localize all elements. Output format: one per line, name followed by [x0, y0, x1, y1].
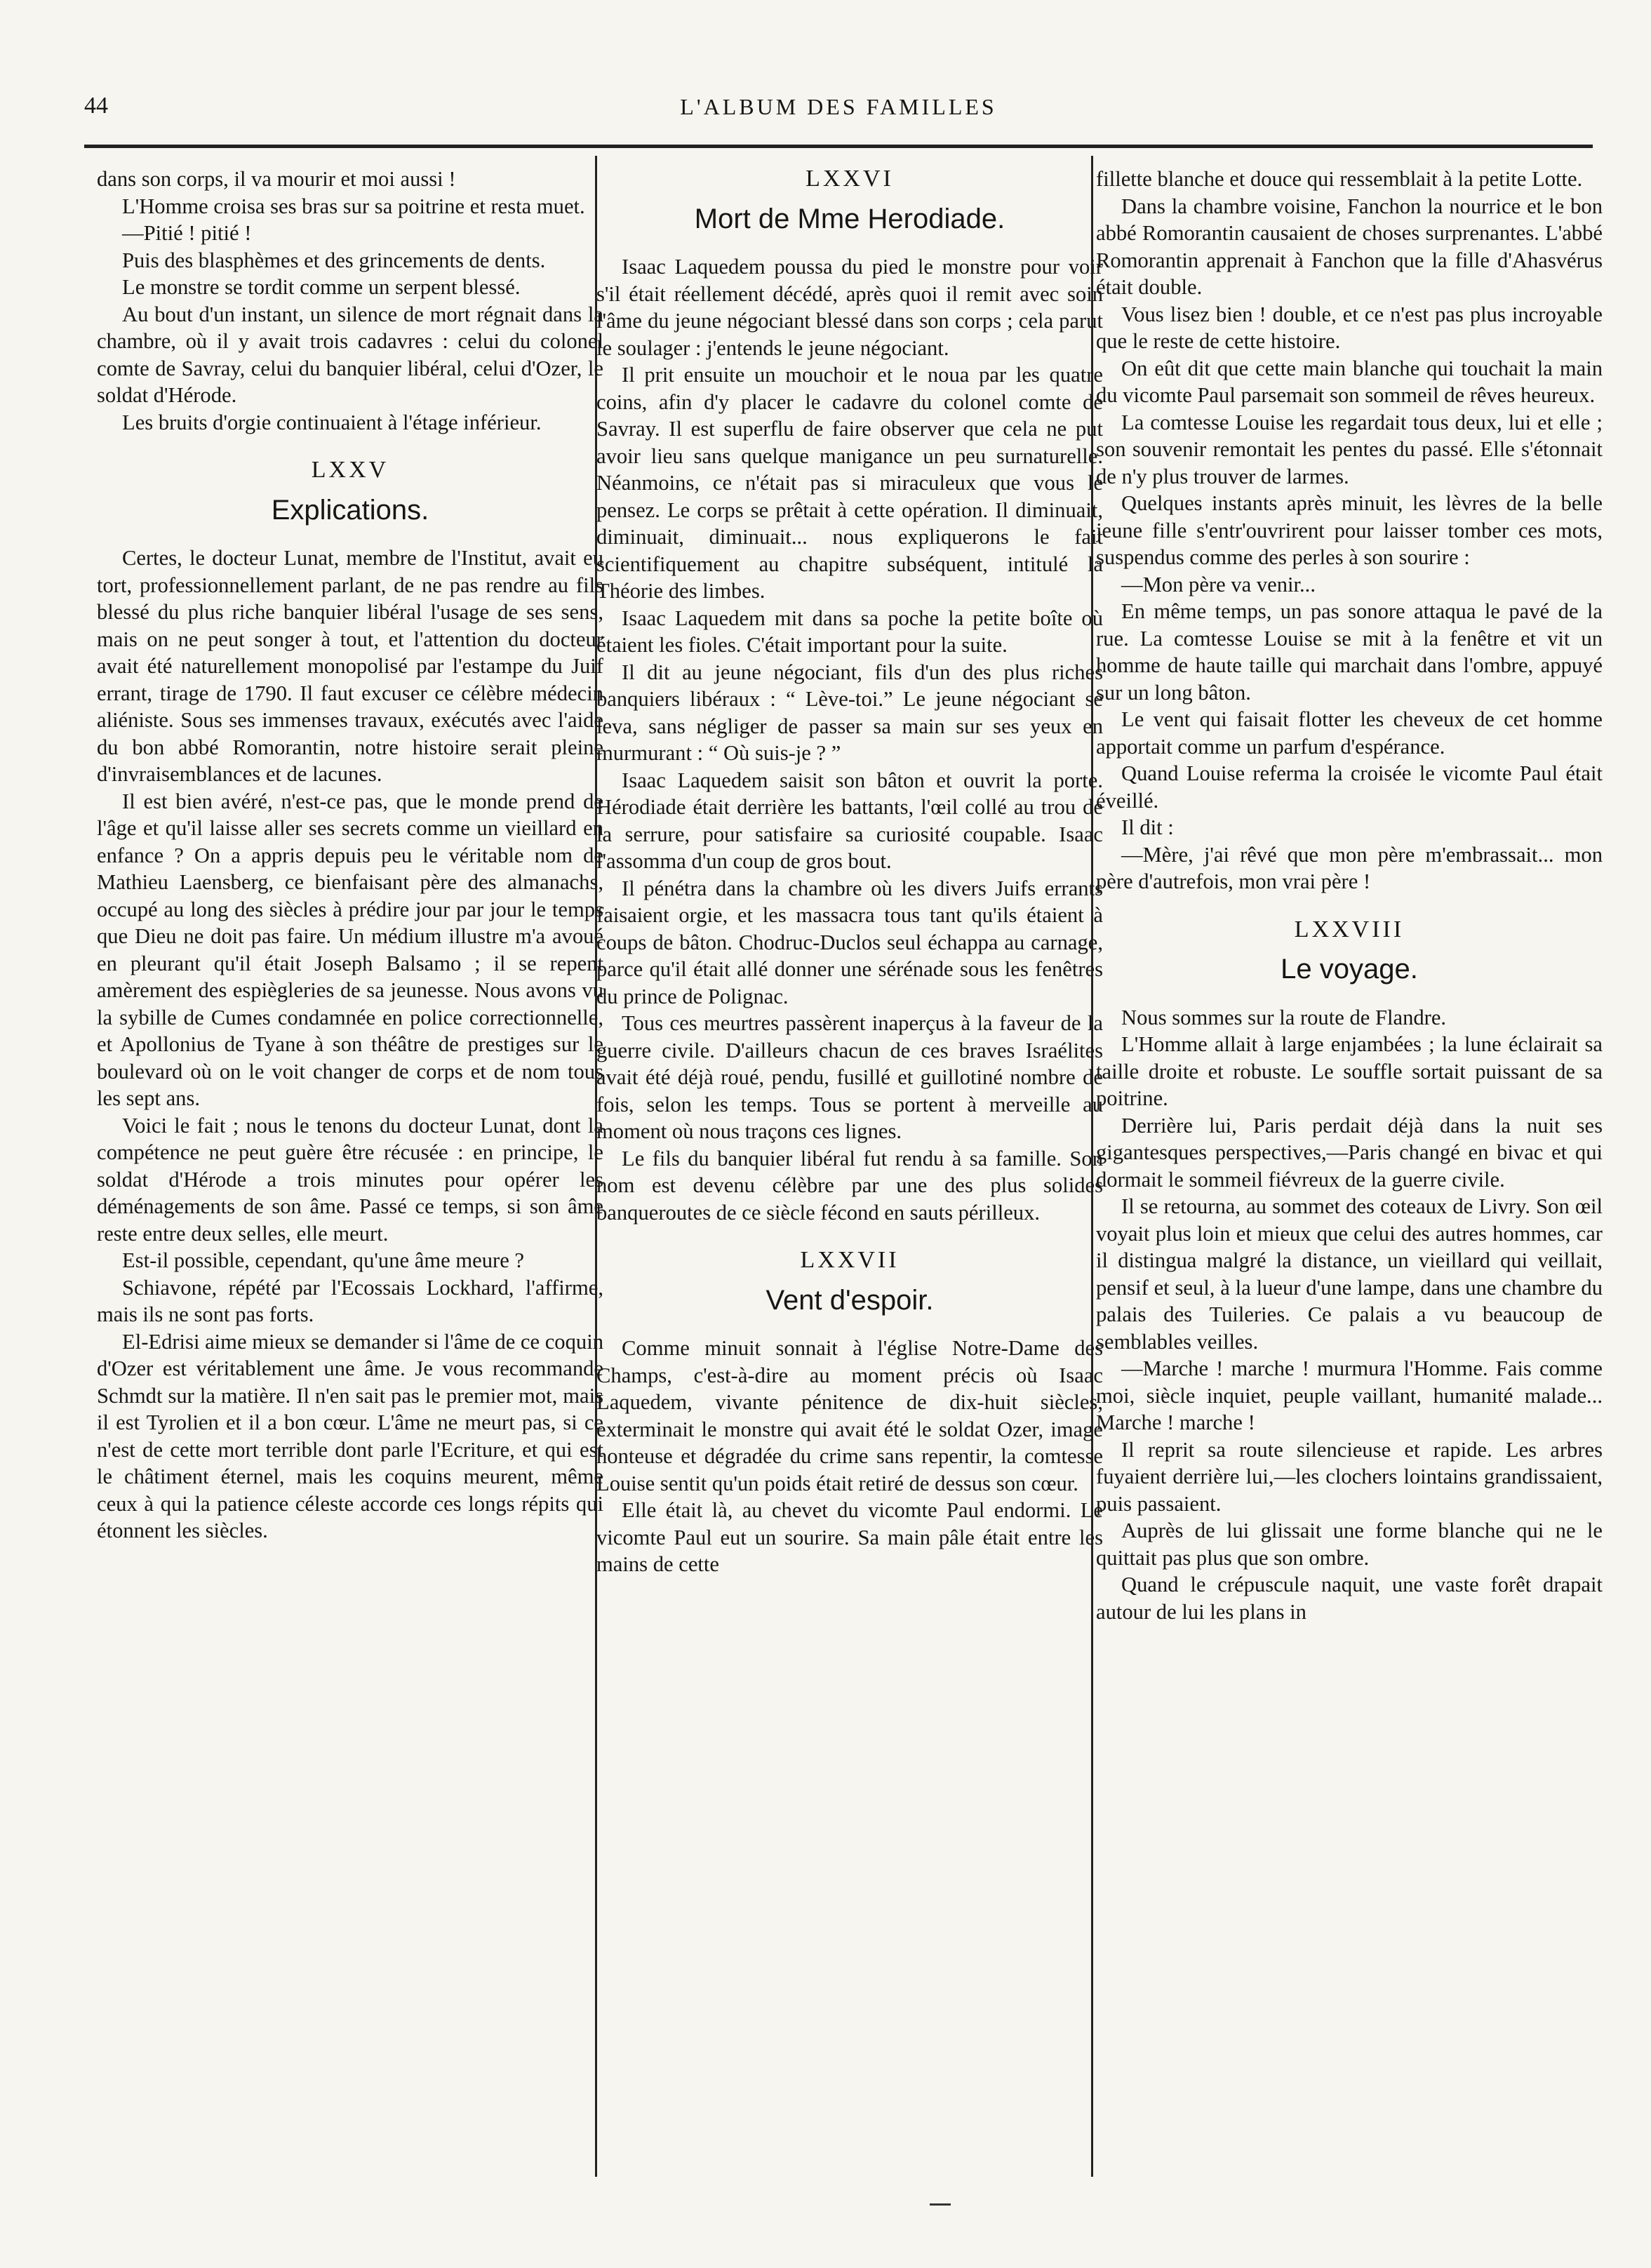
paragraph: L'Homme allait à large enjambées ; la lune éclairait sa taille droite et robuste. Le souffle sortait puissant de sa poitrine.	[1096, 1032, 1603, 1110]
paragraph: El-Edrisi aime mieux se demander si l'âme de ce coquin d'Ozer est véritablement une âme. Je vous recommande Schmdt sur la matière. Il n'en sait pas le premier mot, mais il est Tyrolien et il a bon cœur. L'âme ne meurt pas, si ce n'est de cette mort terrible dont parle l'Ecriture, et qui est le châtiment éternel, mais les coquins meurent, même ceux à qui la patience céleste accorde ces longs répits qui étonnent les siècles.	[97, 1329, 603, 1542]
paragraph: L'Homme croisa ses bras sur sa poitrine et resta muet.	[122, 194, 585, 218]
paragraph: Certes, le docteur Lunat, membre de l'Institut, avait eu tort, professionnellement parlant, de ne pas rendre au fils blessé du plus riche banquier libéral l'usage de ses sens, mais on ne peut songer à tout, et l'attention du docteur avait été naturellement monopolisé par l'estampe du Juif errant, tirage de 1790. Il faut excuser ce célèbre médecin aliéniste. Sous ses immenses travaux, exécutés avec l'aide du bon abbé Romorantin, notre histoire serait pleine d'invraisemblances et de lacunes.	[97, 546, 603, 786]
paragraph: dans son corps, il va mourir et moi aussi !	[97, 167, 456, 191]
running-title: L'ALBUM DES FAMILLES	[680, 94, 997, 119]
paragraph: —Pitié ! pitié !	[122, 221, 252, 245]
paragraph: Comme minuit sonnait à l'église Notre-Dame des Champs, c'est-à-dire au moment précis où Isaac Laquedem, vivante pénitence de dix-huit siècles, exterminait le monstre qui avait été le soldat Ozer, image honteuse et dégradée du crime sans repentir, la comtesse Louise sentit qu'un poids était retiré de dessus son cœur.	[596, 1336, 1103, 1495]
paragraph: La comtesse Louise les regardait tous deux, lui et elle ; son souvenir remontait les pentes du passé. Elle s'étonnait de n'y plus trouver de larmes.	[1096, 410, 1603, 488]
paragraph: Le monstre se tordit comme un serpent blessé.	[122, 275, 521, 299]
paragraph: Dans la chambre voisine, Fanchon la nourrice et le bon abbé Romorantin causaient de choses surprenantes. L'abbé Romorantin apprenait à Fanchon que la fille d'Ahasvérus était double.	[1096, 194, 1603, 299]
page-number: 44	[84, 93, 108, 119]
paragraph: Quand Louise referma la croisée le vicomte Paul était éveillé.	[1096, 761, 1603, 813]
chapter-title: Le voyage.	[1281, 954, 1418, 985]
paragraph: fillette blanche et douce qui ressemblait à la petite Lotte.	[1096, 167, 1583, 191]
paragraph: Derrière lui, Paris perdait déjà dans la nuit ses gigantesques perspectives,—Paris changé en bivac et qui dormait le sommeil fiévreux de la guerre civile.	[1096, 1113, 1603, 1192]
paragraph: Il pénétra dans la chambre où les divers Juifs errants faisaient orgie, et les massacra tous tant qu'ils étaient à coups de bâton. Chodruc-Duclos seul échappa au carnage, parce qu'il était allé donner une sérénade sous les fenêtres du prince de Polignac.	[596, 876, 1103, 1008]
print-mark	[930, 2203, 951, 2206]
column-2	[596, 166, 1103, 2187]
chapter-number: LXXVII	[800, 1247, 900, 1273]
paragraph: Au bout d'un instant, un silence de mort régnait dans la chambre, où il y avait trois cadavres : celui du colonel comte de Savray, celui du banquier libéral, celui d'Ozer, le soldat d'Hérode.	[97, 302, 603, 407]
chapter-title: Vent d'espoir.	[766, 1284, 934, 1316]
paragraph: En même temps, un pas sonore attaqua le pavé de la rue. La comtesse Louise se mit à la fenêtre et vit un homme de haute taille qui marchait dans l'ombre, appuyé sur un long bâton.	[1096, 599, 1603, 705]
paragraph: Nous sommes sur la route de Flandre.	[1121, 1005, 1447, 1029]
paragraph: Il dit :	[1121, 815, 1174, 839]
paragraph: Est-il possible, cependant, qu'une âme meure ?	[122, 1248, 525, 1272]
header-rule	[84, 145, 1593, 148]
chapter-title: Explications.	[271, 494, 429, 526]
column-1	[97, 166, 603, 2187]
chapter-number: LXXVIII	[1294, 916, 1405, 942]
paragraph: Il dit au jeune négociant, fils d'un des plus riches banquiers libéraux : “ Lève-toi.” Le jeune négociant se leva, sans négliger de passer sa main sur ses yeux en murmurant : “ Où suis-je ? ”	[596, 660, 1103, 765]
paragraph: Isaac Laquedem poussa du pied le monstre pour voir s'il était réellement décédé, après quoi il remit avec soin l'âme du jeune négociant blessé dans son corps ; cela parut le soulager : j'entends le jeune négociant.	[596, 255, 1103, 360]
paragraph: —Marche ! marche ! murmura l'Homme. Fais comme moi, siècle inquiet, peuple vaillant, humanité malade... Marche ! marche !	[1096, 1356, 1603, 1434]
paragraph: Quelques instants après minuit, les lèvres de la belle jeune fille s'entr'ouvrirent pour laisser tomber ces mots, suspendus comme des perles à son sourire :	[1096, 491, 1603, 569]
paragraph: On eût dit que cette main blanche qui touchait la main du vicomte Paul parsemait son sommeil de rêves heureux.	[1096, 356, 1603, 407]
paragraph: Le fils du banquier libéral fut rendu à sa famille. Son nom est devenu célèbre par une des plus solides banqueroutes de ce siècle fécond en sauts périlleux.	[596, 1146, 1103, 1225]
chapter-number: LXXVI	[806, 166, 894, 192]
paragraph: Il reprit sa route silencieuse et rapide. Les arbres fuyaient derrière lui,—les clochers lointains grandissaient, puis passaient.	[1096, 1437, 1603, 1516]
paragraph: Isaac Laquedem mit dans sa poche la petite boîte où étaient les fioles. C'était important pour la suite.	[596, 606, 1103, 657]
paragraph: Auprès de lui glissait une forme blanche qui ne le quittait pas plus que son ombre.	[1096, 1519, 1603, 1570]
paragraph: Schiavone, répété par l'Ecossais Lockhard, l'affirme, mais ils ne sont pas forts.	[97, 1275, 603, 1326]
paragraph: Voici le fait ; nous le tenons du docteur Lunat, dont la compétence ne peut guère être récusée : en principe, le soldat d'Hérode a trois minutes pour opérer les déménagements de son âme. Passé ce temps, si son âme reste entre deux selles, elle meurt.	[97, 1113, 603, 1246]
paragraph: Les bruits d'orgie continuaient à l'étage inférieur.	[122, 410, 542, 434]
column-3	[1096, 166, 1603, 2187]
chapter-number: LXXV	[311, 457, 389, 483]
paragraph: Tous ces meurtres passèrent inaperçus à la faveur de la guerre civile. D'ailleurs chacun de ces braves Israélites avait été déjà roué, pendu, fusillé et guillotiné nombre de fois, selon les temps. Tous se portent à merveille au moment où nous traçons ces lignes.	[596, 1011, 1103, 1143]
page-header	[84, 90, 1593, 132]
paragraph: Puis des blasphèmes et des grincements de dents.	[122, 248, 546, 272]
paragraph: Isaac Laquedem saisit son bâton et ouvrit la porte. Hérodiade était derrière les battants, l'œil collé au trou de la serrure, pour satisfaire sa curiosité coupable. Isaac l'assomma d'un coup de gros bout.	[596, 768, 1103, 873]
paragraph: Elle était là, au chevet du vicomte Paul endormi. Le vicomte Paul eut un sourire. Sa main pâle était entre les mains de cette	[596, 1498, 1103, 1576]
paragraph: Il se retourna, au sommet des coteaux de Livry. Son œil voyait plus loin et mieux que celui des autres hommes, car il distingua malgré la distance, un vieillard qui veillait, pensif et seul, à la lueur d'une lampe, dans une chambre du palais des Tuileries. Ce palais a vu beaucoup de semblables veilles.	[1096, 1194, 1603, 1354]
paragraph: Quand le crépuscule naquit, une vaste forêt drapait autour de lui les plans in	[1096, 1573, 1603, 1624]
paragraph: Vous lisez bien ! double, et ce n'est pas plus incroyable que le reste de cette histoire.	[1096, 302, 1603, 353]
paragraph: Le vent qui faisait flotter les cheveux de cet homme apportait comme un parfum d'espérance.	[1096, 707, 1603, 759]
paragraph: Il est bien avéré, n'est-ce pas, que le monde prend de l'âge et qu'il laisse aller ses secrets comme un vieillard en enfance ? On a appris depuis peu le véritable nom de Mathieu Laensberg, ce bienfaisant père des almanachs, occupé au long des siècles à prédire jour par jour le temps que Dieu ne doit pas faire. Un médium illustre m'a avoué en pleurant qu'il était Joseph Balsamo ; il se repent amèrement des espiègleries de sa jeunesse. Nous avons vu la sybille de Cumes condamnée en police correctionnelle, et Apollonius de Tyane à son théâtre de prestiges sur le boulevard où on le voit changer de corps et de nom tous les sept ans.	[97, 789, 603, 1110]
paragraph: —Mon père va venir...	[1121, 572, 1316, 596]
paragraph: —Mère, j'ai rêvé que mon père m'embrassait... mon père d'autrefois, mon vrai père !	[1096, 842, 1603, 893]
chapter-title: Mort de Mme Herodiade.	[694, 203, 1005, 234]
paragraph: Il prit ensuite un mouchoir et le noua par les quatre coins, afin d'y placer le cadavre du colonel comte de Savray. Il est superflu de faire observer que cela ne put avoir lieu sans quelque manigance un peu surnaturelle. Néanmoins, ce n'était pas si miraculeux que vous le pensez. Le corps se prêtait à cette opération. Il diminuait, diminuait, diminuait... nous expliquerons le fait scientifiquement au chapitre subséquent, intitulé la Théorie des limbes.	[596, 363, 1103, 603]
